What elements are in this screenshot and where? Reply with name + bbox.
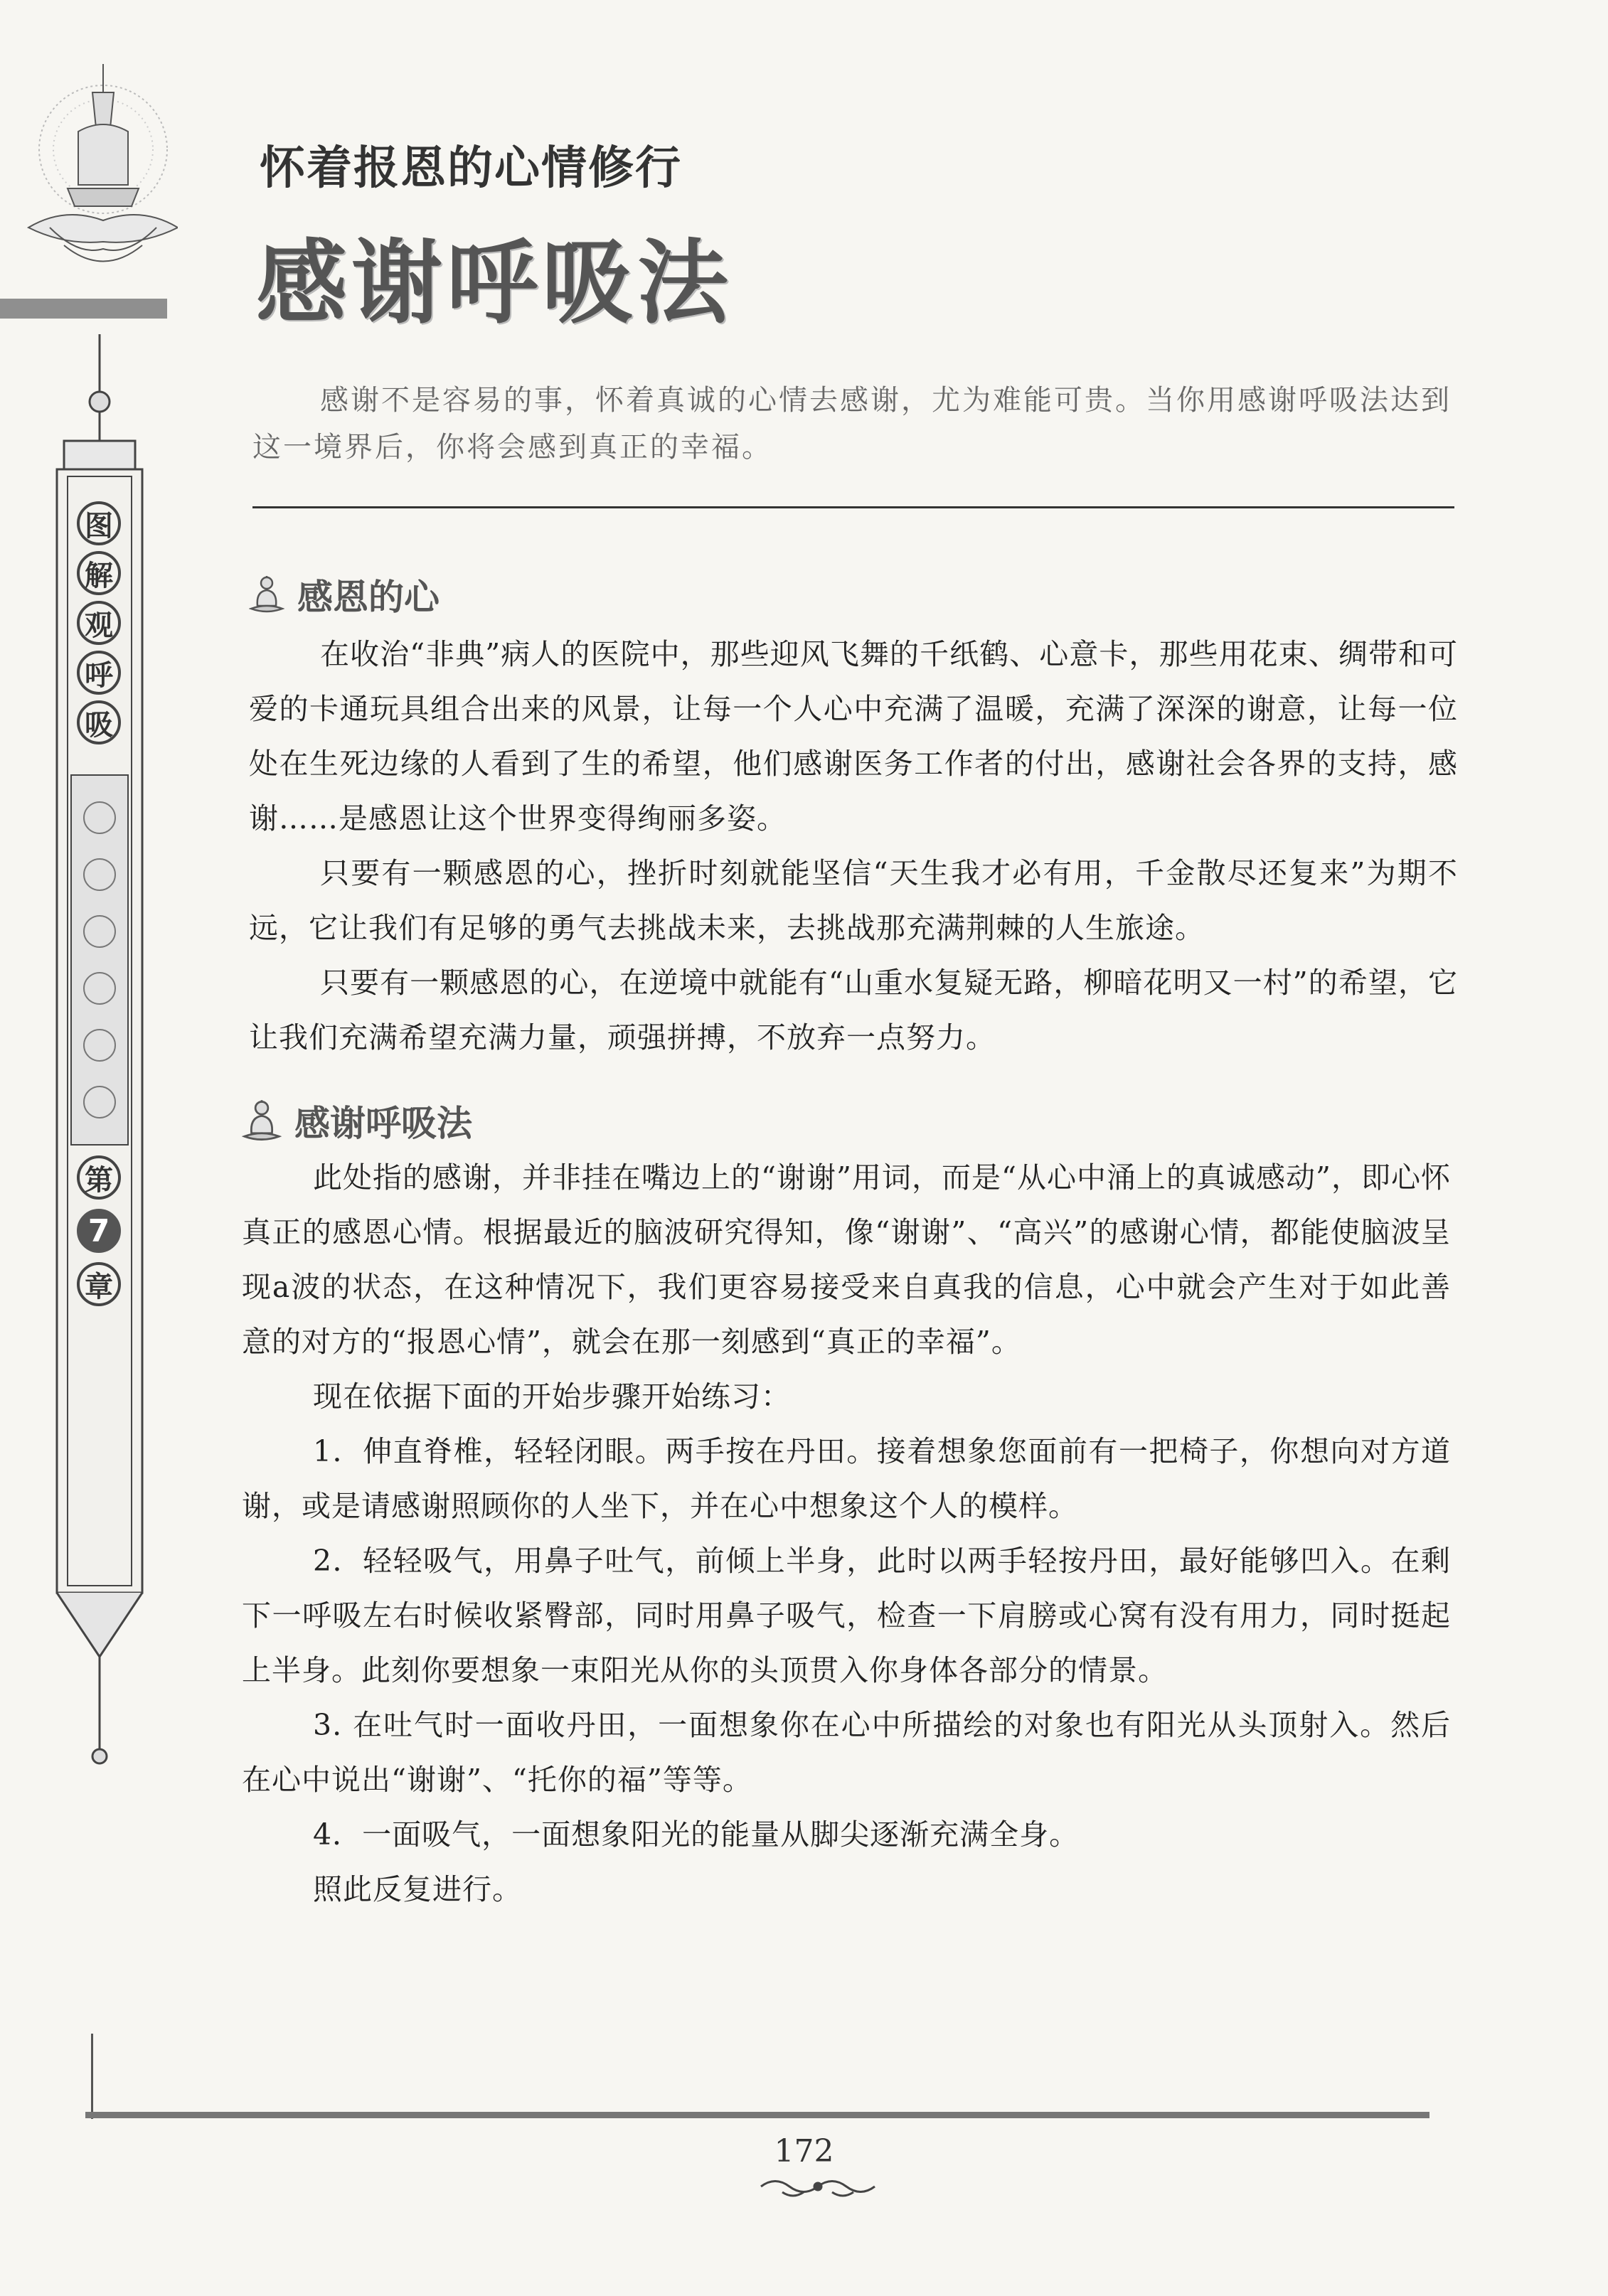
book-title-char: 解: [77, 551, 121, 595]
paragraph: 只要有一颗感恩的心，在逆境中就能有“山重水复疑无路，柳暗花明又一村”的希望，它让我们充满希望充满力量，顽强拼搏，不放弃一点努力。: [249, 966, 1458, 1054]
page-subtitle: 怀着报恩的心情修行: [260, 142, 682, 195]
meditating-buddha-icon: [249, 575, 284, 614]
section-gratitude: [249, 569, 1458, 1065]
page-title: 感谢呼吸法: [256, 230, 733, 336]
footer-rule: [85, 2112, 1429, 2118]
meditating-buddha-icon: [242, 1099, 282, 1143]
book-title-char: 图: [77, 501, 121, 545]
paragraph: 现在依据下面的开始步骤开始练习：: [313, 1379, 791, 1414]
book-title-char: 观: [77, 601, 121, 645]
section-heading-text: 感谢呼吸法: [294, 1103, 472, 1144]
paragraph: 此处指的感谢，并非挂在嘴边上的“谢谢”用词，而是“从心中涌上的真诚感动”，即心怀真正的感恩心情。根据最近的脑波研究得知，像“谢谢”、“高兴”的感谢心情，都能使脑波呈现a波的状态，在这种情况下，我们更容易接受来自真我的信息，心中就会产生对于如此善意的对方的“报恩心情”，就会在那一刻感到“真正的幸福”。: [242, 1160, 1451, 1359]
flourish-icon: [754, 2172, 882, 2201]
section-heading: [242, 1095, 1451, 1146]
section-heading-text: 感恩的心: [297, 577, 440, 618]
step-item: 3. 在吐气时一面收丹田，一面想象你在心中所描绘的对象也有阳光从头顶射入。然后在心中说出“谢谢”、“托你的福”等等。: [242, 1708, 1451, 1797]
step-item: 4．一面吸气，一面想象阳光的能量从脚尖逐渐充满全身。: [313, 1817, 1080, 1852]
stupa-lotus-icon: [14, 43, 178, 284]
chapter-char: 章: [77, 1262, 121, 1306]
sidebar-line: [91, 2034, 93, 2119]
step-item: 2．轻轻吸气，用鼻子吐气，前倾上半身，此时以两手轻按丹田，最好能够凹入。在剩下一呼吸左右时候收紧臀部，同时用鼻子吸气，检查一下肩膀或心窝有没有用力，同时挺起上半身。此刻你要想象一束阳光从你的头顶贯入你身体各部分的情景。: [242, 1544, 1451, 1687]
step-item: 1．伸直脊椎，轻轻闭眼。两手按在丹田。接着想象您面前有一把椅子，你想向对方道谢，或是请感谢照顾你的人坐下，并在心中想象这个人的模样。: [242, 1434, 1451, 1523]
page-number: 172: [774, 2133, 834, 2169]
book-title-char: 呼: [77, 651, 121, 695]
paragraph: 照此反复进行。: [313, 1872, 522, 1906]
header-rule: [0, 299, 167, 319]
section-gratitude-breathing: [242, 1095, 1451, 1917]
intro-text: 感谢不是容易的事，怀着真诚的心情去感谢，尤为难能可贵。当你用感谢呼吸法达到这一境界后，你将会感到真正的幸福。: [252, 384, 1452, 464]
paragraph: 只要有一颗感恩的心，挫折时刻就能坚信“天生我才必有用，千金散尽还复来”为期不远，它让我们有足够的勇气去挑战未来，去挑战那充满荆棘的人生旅途。: [249, 856, 1458, 945]
chapter-number: 7: [77, 1209, 121, 1253]
paragraph: 在收治“非典”病人的医院中，那些迎风飞舞的千纸鹤、心意卡，那些用花束、绸带和可爱的卡通玩具组合出来的风景，让每一个人心中充满了温暖，充满了深深的谢意，让每一位处在生死边缘的人看到了生的希望，他们感谢医务工作者的付出，感谢社会各界的支持，感谢……是感恩让这个世界变得绚丽多姿。: [249, 637, 1458, 835]
chapter-char: 第: [77, 1155, 121, 1200]
intro-divider: [252, 506, 1454, 508]
section-heading: [249, 569, 1458, 620]
book-title-char: 吸: [77, 700, 121, 744]
